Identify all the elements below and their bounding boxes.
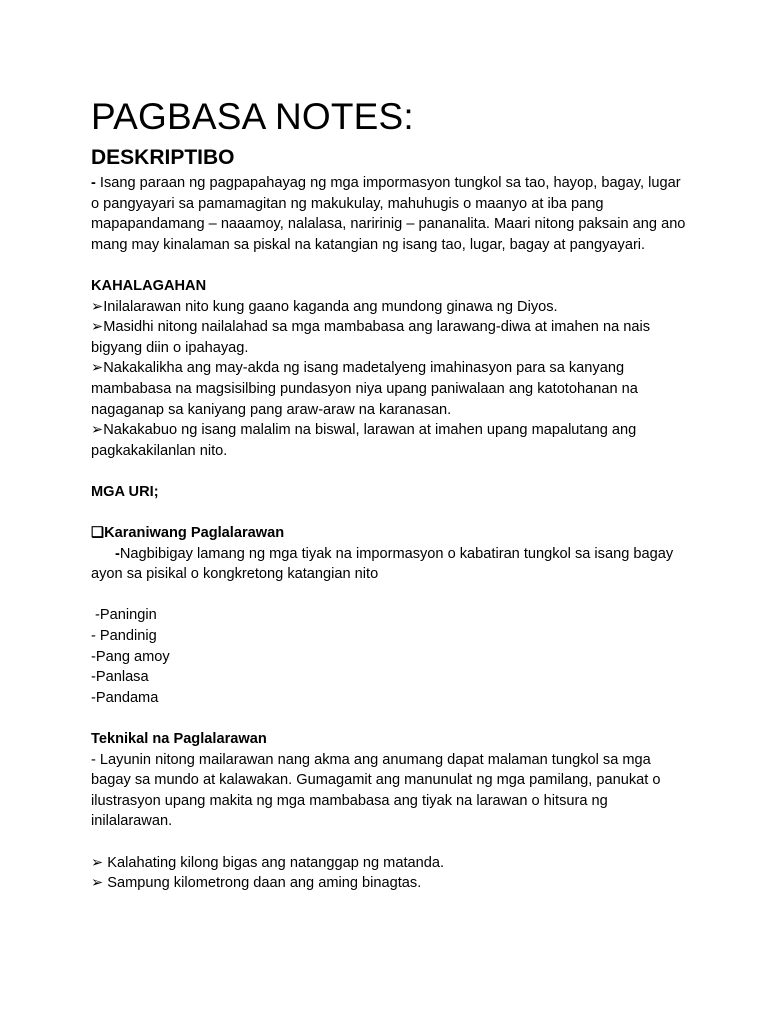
spacer xyxy=(91,255,691,276)
spacer xyxy=(91,503,691,524)
spacer xyxy=(91,461,691,482)
teknikal-example: ➢ Sampung kilometrong daan ang aming binagtas. xyxy=(91,875,422,892)
definition-paragraph xyxy=(91,173,691,255)
section-heading-deskriptibo: DESKRIPTIBO xyxy=(91,146,235,169)
karaniwang-description-text: Nagbibigay lamang ng mga tiyak na impormasyon o kabatiran tungkol sa isang bagay ayon sa pisikal o kongkretong katangian nito xyxy=(91,545,674,583)
kahalagahan-item: ➢Nakakabuo ng isang malalim na biswal, larawan at imahen upang mapalutang ang pagkakakilanlan nito. xyxy=(91,422,637,459)
karaniwang-heading: Karaniwang Paglalarawan xyxy=(104,525,285,542)
teknikal-heading: Teknikal na Paglalarawan xyxy=(91,731,267,748)
mga-uri-heading: MGA URI; xyxy=(91,483,159,500)
teknikal-example: ➢ Kalahating kilong bigas ang natanggap ng matanda. xyxy=(91,854,445,871)
definition-text: Isang paraan ng pagpapahayag ng mga impormasyon tungkol sa tao, hayop, bagay, lugar o pangyayari sa pamamagitan ng makukulay, mahuhugis o maanyo at iba pang mapapandamang – naaamoy, nalalasa, naririnig – pananalita. Maari nitong paksain ang ano mang may kinalaman sa piskal na katangian ng isang tao, lugar, bagay at pangyayari. xyxy=(91,175,686,253)
kahalagahan-item: ➢Nakakalikha ang may-akda ng isang madetalyeng imahinasyon para sa kanyang mambabasa na magsisilbing pundasyon niya upang paniwalaan ang katotohanan na nagaganap sa kaniyang pang araw-araw na karanasan. xyxy=(91,360,638,418)
spacer xyxy=(91,832,691,853)
spacer xyxy=(91,708,691,729)
sense-item: -Panlasa xyxy=(91,669,149,686)
spacer xyxy=(91,585,691,606)
sense-item: -Pandama xyxy=(91,689,159,706)
karaniwang-description xyxy=(91,544,691,585)
sense-item: -Paningin xyxy=(91,607,157,624)
sense-item: - Pandinig xyxy=(91,628,157,645)
karaniwang-heading-line xyxy=(91,523,691,544)
karaniwang-dash: - xyxy=(115,545,120,562)
kahalagahan-heading: KAHALAGAHAN xyxy=(91,277,207,294)
kahalagahan-item: ➢Masidhi nitong nailalahad sa mga mambabasa ang larawang-diwa at imahen na nais bigyang diin o ipahayag. xyxy=(91,319,651,356)
kahalagahan-item: ➢Inilalarawan nito kung gaano kaganda ang mundong ginawa ng Diyos. xyxy=(91,298,558,315)
definition-dash: - xyxy=(91,175,96,191)
document-content xyxy=(91,96,691,894)
teknikal-description: - Layunin nitong mailarawan nang akma ang anumang dapat malaman tungkol sa mga bagay sa mundo at kalawakan. Gumagamit ang manunulat ng mga pamilang, panukat o ilustrasyon upang makita ng mga mambabasa ang tiyak na larawan o hitsura ng inilalarawan. xyxy=(91,751,661,830)
checkbox-icon: ❑ xyxy=(91,525,105,542)
sense-item: -Pang amoy xyxy=(91,648,170,665)
page-title: PAGBASA NOTES: xyxy=(91,96,414,137)
